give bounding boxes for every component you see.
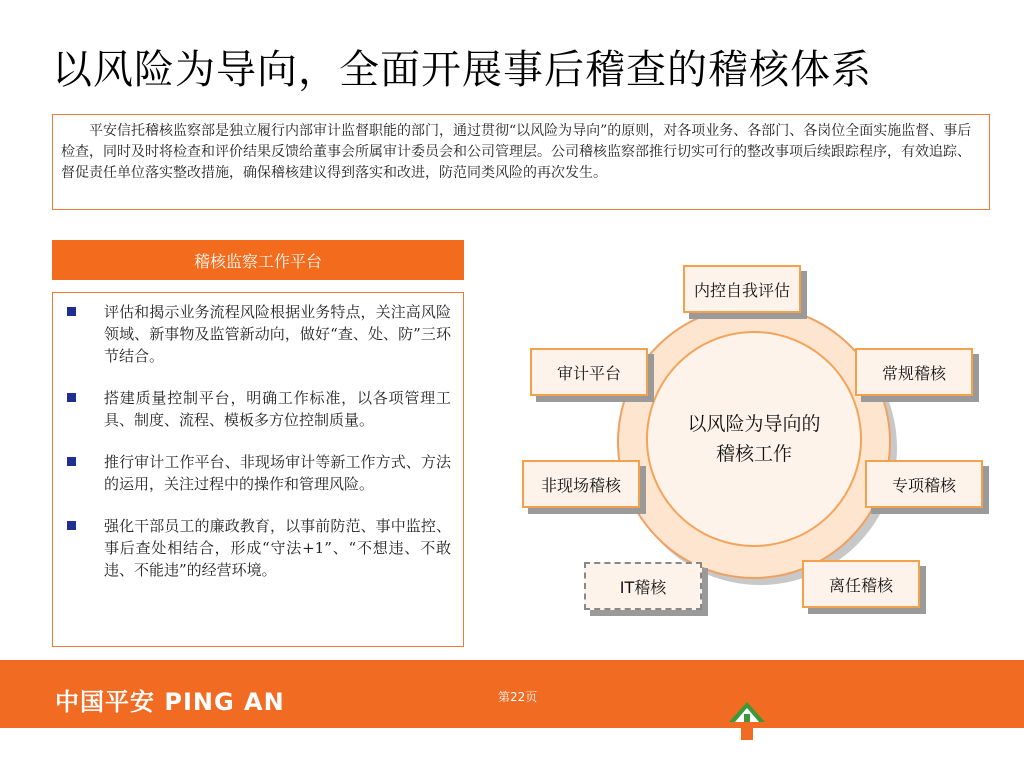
intro-paragraph: 平安信托稽核监察部是独立履行内部审计监督职能的部门，通过贯彻“以风险为导向”的原则，对各项业务、各部门、各岗位全面实施监督、事后检查，同时及时将检查和评价结果反馈给董事会所属审计委员会和公司管理层。公司稽核监察部推行切实可行的整改事项后续跟踪程序，有效追踪、督促责任单位落实整改措施，确保稽核建议得到落实和改进，防范同类风险的再次发生。 — [52, 114, 990, 210]
bullet-item — [67, 387, 451, 431]
page-title: 以风险为导向，全面开展事后稽查的稽核体系 — [52, 47, 872, 93]
bullet-item — [67, 451, 451, 495]
node-regular-audit: 常规稽核 — [855, 348, 973, 396]
page-number: 第22页 — [498, 690, 538, 704]
pingan-logo: 中国平安 PING AN — [55, 688, 285, 716]
node-internal-control: 内控自我评估 — [683, 265, 801, 313]
bullet-text: 评估和揭示业务流程风险根据业务特点，关注高风险领域、新事物及监管新动向，做好“查、处、防”三环节结合。 — [104, 303, 451, 365]
footer-bottom-strip — [0, 728, 1024, 768]
bullet-text: 强化干部员工的廉政教育，以事前防范、事中监控、事后查处相结合，形成“守法+1”、“不想违、不敢违、不能违”的经营环境。 — [104, 517, 451, 579]
node-special-audit: 专项稽核 — [865, 460, 983, 508]
node-departure-audit: 离任稽核 — [802, 560, 920, 608]
bullet-text: 搭建质量控制平台，明确工作标准，以各项管理工具、制度、流程、模板多方位控制质量。 — [104, 389, 451, 429]
node-audit-platform: 审计平台 — [530, 348, 648, 396]
center-label-line1: 以风险为导向的 — [687, 413, 821, 435]
house-icon — [727, 700, 767, 740]
square-bullet-icon — [67, 457, 76, 466]
center-label-line2: 稽核工作 — [715, 443, 792, 465]
node-it-audit: IT稽核 — [584, 562, 702, 610]
bullet-item — [67, 515, 451, 581]
square-bullet-icon — [67, 521, 76, 530]
bullet-item — [67, 301, 451, 367]
node-offsite-audit: 非现场稽核 — [522, 460, 640, 508]
bullet-text: 推行审计工作平台、非现场审计等新工作方式、方法的运用，关注过程中的操作和管理风险。 — [104, 453, 451, 493]
square-bullet-icon — [67, 393, 76, 402]
platform-header: 稽核监察工作平台 — [52, 240, 464, 280]
platform-bullet-list — [52, 292, 464, 647]
square-bullet-icon — [67, 307, 76, 316]
center-circle — [646, 331, 862, 547]
audit-diagram — [510, 255, 1010, 635]
